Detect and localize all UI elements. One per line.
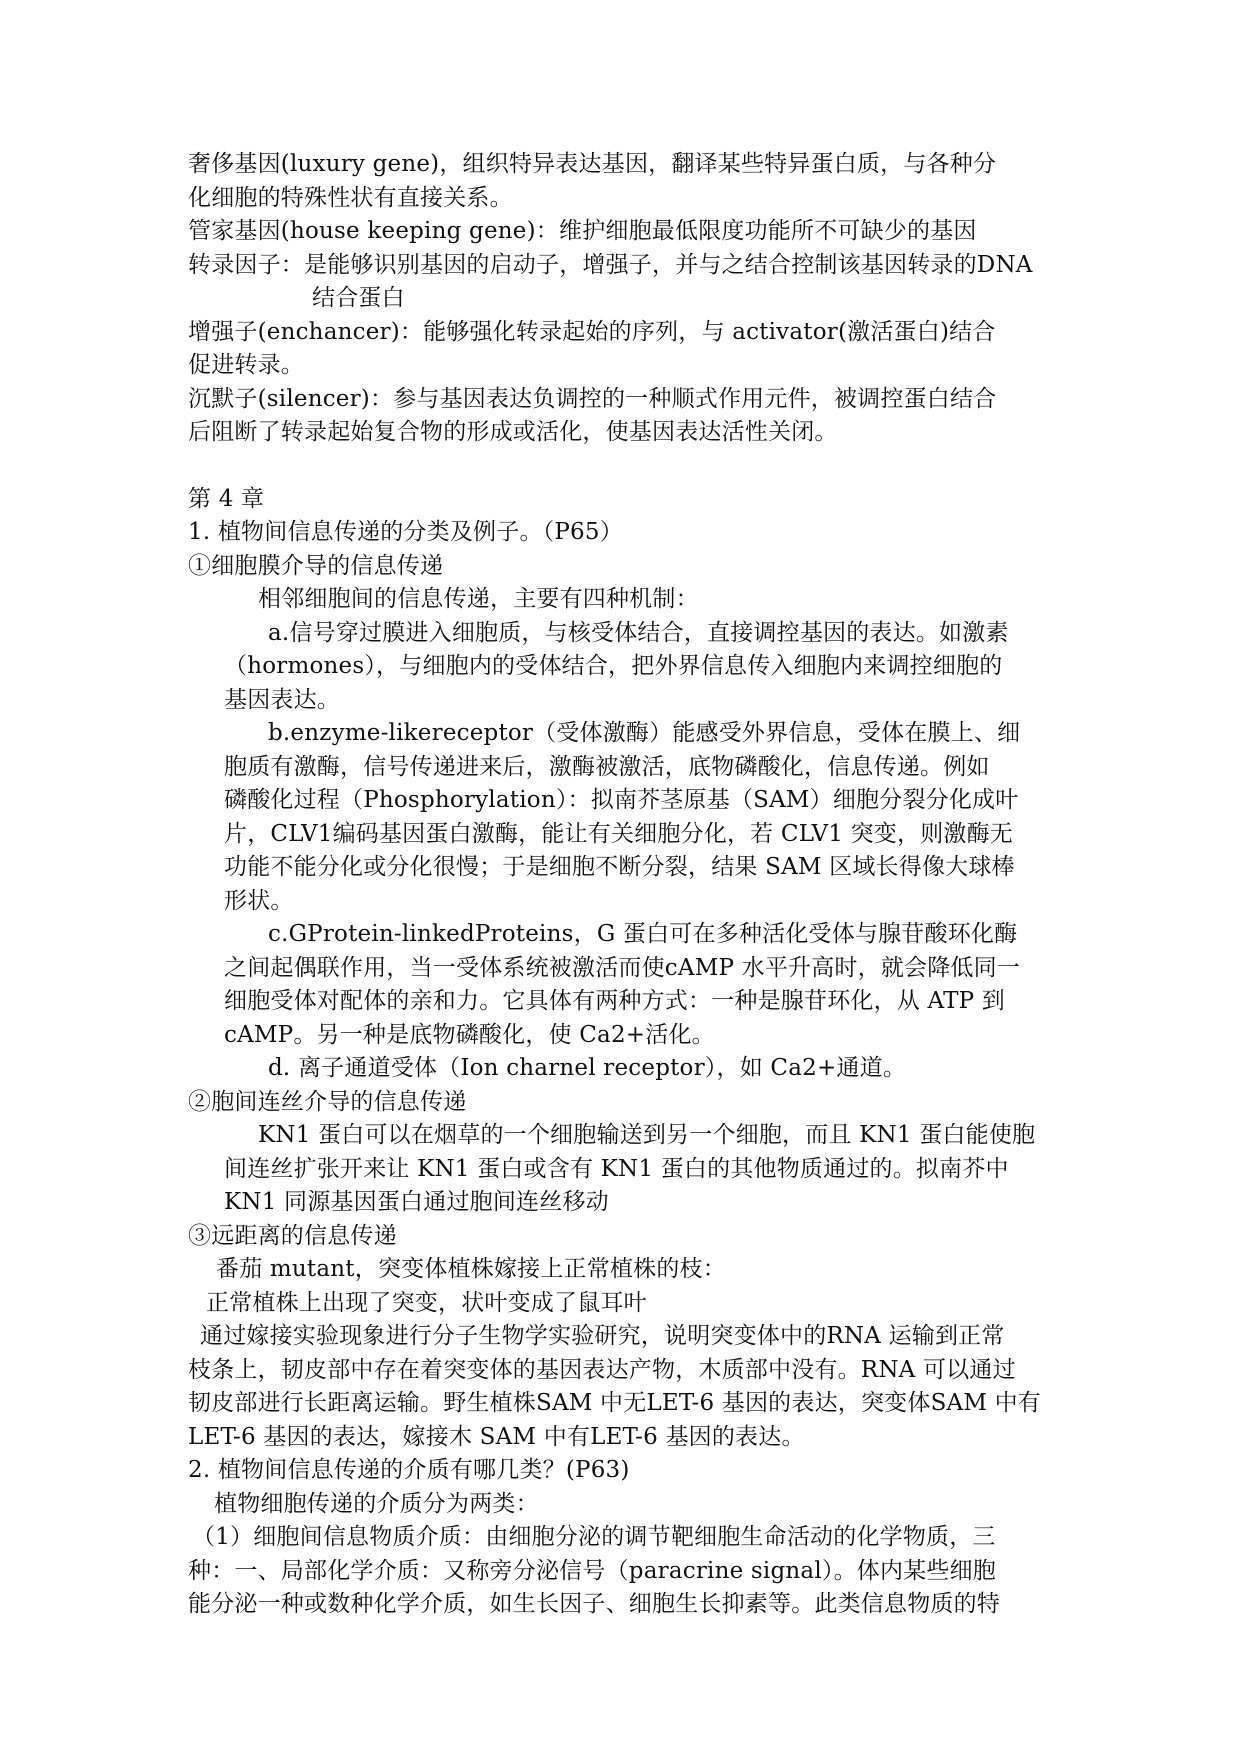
text-line: a.信号穿过膜进入细胞质，与核受体结合，直接调控基因的表达。如激素 [268,619,1009,646]
text-line: 胞质有激酶，信号传递进来后，激酶被激活，底物磷酸化，信息传递。例如 [224,753,990,780]
text-line: c.GProtein-linkedProteins，G 蛋白可在多种活化受体与腺苷酸环化酶 [268,921,1018,947]
paragraph-gap [188,450,1078,483]
section-heading: ③远距离的信息传递 [188,1222,397,1249]
text-line: 基因表达。 [224,686,340,713]
text-line: d. 离子通道受体（Ion charnel receptor），如 Ca2+通道。 [268,1055,907,1081]
text-line: 韧皮部进行长距离运输。野生植株SAM 中无LET-6 基因的表达，突变体SAM 中有 [188,1390,1042,1416]
text-line: 植物细胞传递的介质分为两类： [214,1490,539,1517]
text-line: 间连丝扩张开来让 KN1 蛋白或含有 KN1 蛋白的其他物质通过的。拟南芥中 [224,1155,1009,1182]
text-line: 后阻断了转录起始复合物的形成或活化，使基因表达活性关闭。 [188,419,838,445]
text-line: 沉默子(silencer)：参与基因表达负调控的一种顺式作用元件，被调控蛋白结合 [188,385,997,412]
text-line: 种：一、局部化学介质：又称旁分泌信号（paracrine signal）。体内某些细胞 [188,1557,996,1584]
text-line: 结合蛋白 [312,285,405,311]
text-line: 通过嫁接实验现象进行分子生物学实验研究，说明突变体中的RNA 运输到正常 [200,1323,1005,1349]
section-heading: ①细胞膜介导的信息传递 [188,552,444,579]
question-heading: 2. 植物间信息传递的介质有哪几类？(P63) [188,1457,630,1483]
text-line: cAMP。另一种是底物磷酸化，使 Ca2+活化。 [224,1021,715,1048]
text-line: 相邻细胞间的信息传递，主要有四种机制： [258,586,699,612]
text-line: 之间起偶联作用，当一受体系统被激活而使cAMP 水平升高时，就会降低同一 [224,954,1021,981]
text-line: 片，CLV1编码基因蛋白激酶，能让有关细胞分化，若 CLV1 突变，则激酶无 [224,820,1013,847]
text-line: LET-6 基因的表达，嫁接木 SAM 中有LET-6 基因的表达。 [188,1423,805,1450]
text-line: 磷酸化过程（Phosphorylation）：拟南芥茎原基（SAM）细胞分裂分化成叶 [224,787,1019,813]
text-line: 转录因子：是能够识别基因的启动子，增强子，并与之结合控制该基因转录的DNA [188,251,1033,278]
text-line: b.enzyme-likereceptor（受体激酶）能感受外界信息，受体在膜上、细 [268,720,1021,746]
text-line: 细胞受体对配体的亲和力。它具体有两种方式：一种是腺苷环化，从 ATP 到 [224,988,1005,1014]
text-line: 能分泌一种或数种化学介质，如生长因子、细胞生长抑素等。此类信息物质的特 [188,1591,1000,1617]
text-line: 管家基因(house keeping gene)：维护细胞最低限度功能所不可缺少的基因 [188,218,977,244]
text-line: 正常植株上出现了突变，状叶变成了鼠耳叶 [206,1289,647,1316]
text-line: （1）细胞间信息物质介质：由细胞分泌的调节靶细胞生命活动的化学物质，三 [192,1524,996,1550]
text-line: 增强子(enchancer)：能够强化转录起始的序列，与 activator(激活蛋白)结合 [188,318,996,345]
text-line: 形状。 [224,887,294,914]
text-line: 化细胞的特殊性状有直接关系。 [188,184,513,211]
text-line: KN1 蛋白可以在烟草的一个细胞输送到另一个细胞，而且 KN1 蛋白能使胞 [258,1122,1036,1148]
text-line: 功能不能分化或分化很慢；于是细胞不断分裂，结果 SAM 区域长得像大球棒 [224,854,1015,880]
text-line: 促进转录。 [188,352,304,378]
text-line: （hormones），与细胞内的受体结合，把外界信息传入细胞内来调控细胞的 [224,653,1003,679]
question-heading: 1. 植物间信息传递的分类及例子。（P65） [188,519,623,545]
section-heading: ②胞间连丝介导的信息传递 [188,1088,467,1115]
text-line: KN1 同源基因蛋白通过胞间连丝移动 [224,1189,609,1215]
text-line: 奢侈基因(luxury gene)，组织特异表达基因，翻译某些特异蛋白质，与各种分 [188,151,997,177]
document-body [188,148,1078,1622]
text-line: 番茄 mutant，突变体植株嫁接上正常植株的枝： [216,1256,726,1282]
chapter-heading: 第 4 章 [188,485,265,512]
text-line: 枝条上，韧皮部中存在着突变体的基因表达产物，木质部中没有。RNA 可以通过 [188,1356,1016,1383]
